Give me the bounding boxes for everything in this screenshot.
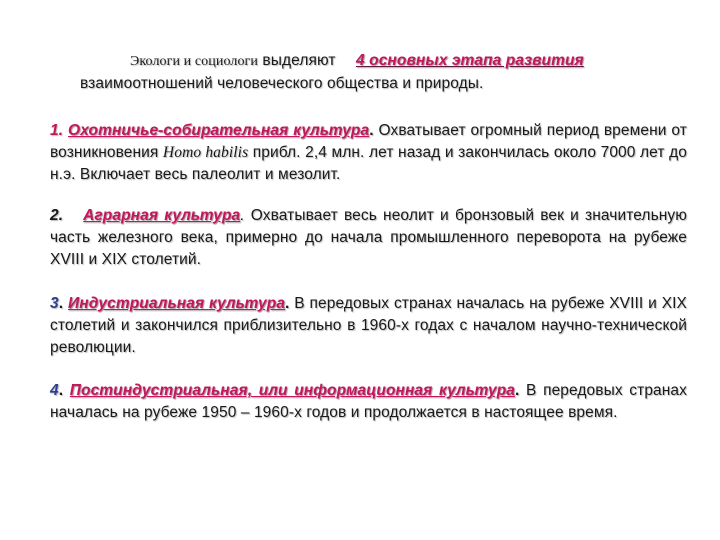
item-text: В передовых странах началась на рубеже 1950 – 1960-х годов и продолжается в настоящее время. (50, 382, 687, 421)
item-term-period: . (285, 295, 290, 312)
item-text: Охватывает весь неолит и бронзовый век и значительную часть железного века, примерно до начала промышленного переворота на рубеже XVIII и XIX столетий. (50, 207, 687, 268)
item-term: Аграрная культура (83, 207, 241, 224)
item-term-period: . (240, 207, 245, 224)
item-number: 4 (50, 382, 59, 399)
item-latin: Homo habilis (162, 144, 249, 161)
list-item (50, 120, 687, 186)
item-term-period: . (369, 122, 374, 139)
item-number-suffix: . (58, 382, 64, 399)
item-term-period: . (515, 382, 520, 399)
item-text: В передовых странах началась на рубеже XVIII и XIX столетий и закончился приблизительно в 1960-х годах с началом научно-технической революции. (50, 295, 687, 356)
intro-verb: выделяют (262, 52, 336, 69)
intro-lead: Экологи и социологи (130, 54, 258, 69)
item-term: Охотничье-собирательная культура (68, 122, 370, 139)
item-number: 3 (50, 295, 59, 312)
item-term: Индустриальная культура (67, 295, 286, 312)
list-item (50, 380, 687, 424)
list-item (50, 205, 687, 271)
item-number-suffix: . (58, 295, 64, 312)
item-term: Постиндустриальная, или информационная культура (69, 382, 516, 399)
item-text: Охватывает огромный период времени от возникновения (50, 122, 687, 161)
intro-highlight: 4 основных этапа развития (356, 52, 584, 69)
intro-paragraph (50, 50, 687, 95)
list-item (50, 293, 687, 359)
item-number: 2. (50, 207, 64, 224)
intro-rest: взаимоотношений человеческого общества и природы. (80, 75, 484, 92)
item-number: 1. (50, 122, 64, 139)
item-text-cont: прибл. 2,4 млн. лет назад и закончилась около 7000 лет до н.э. Включает весь палеолит и мезолит. (50, 144, 687, 183)
